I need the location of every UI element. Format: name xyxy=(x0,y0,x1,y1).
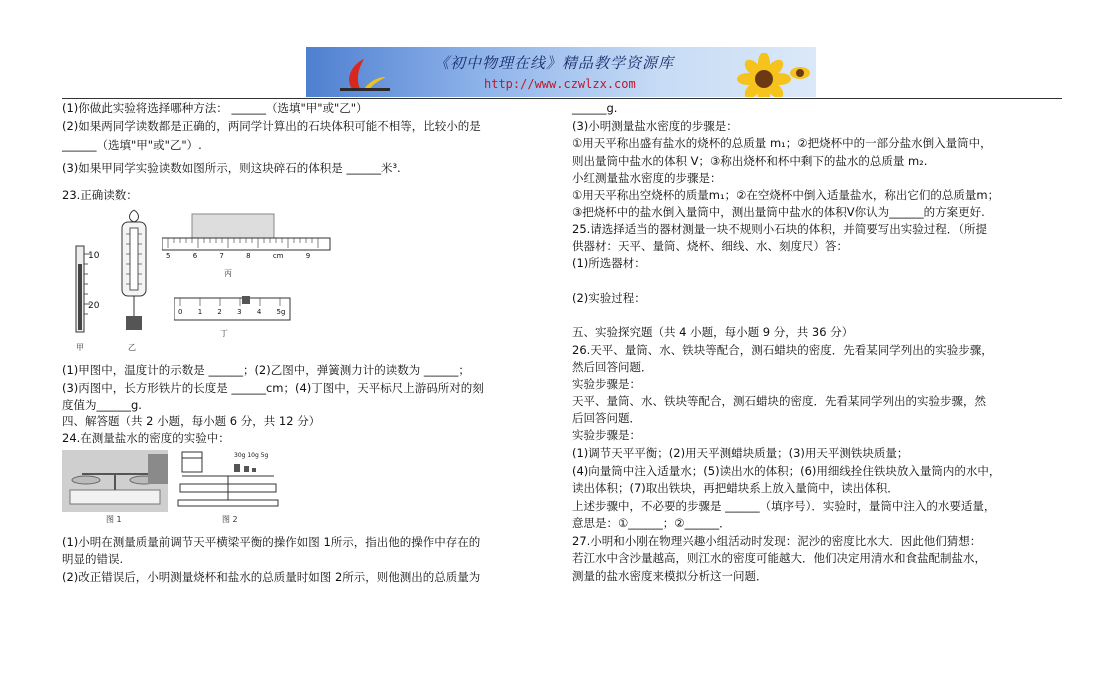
section-4-title: 四、解答题（共 2 小题，每小题 6 分，共 12 分） xyxy=(62,414,321,428)
q24-part3-title: (3)小明测量盐水密度的步骤是： xyxy=(572,119,738,133)
ruler-label-8: 8 xyxy=(246,252,251,260)
q26-question: 上述步骤中，不必要的步骤是 ______（填序号）．实验时，量筒中注入的水要适量， xyxy=(572,499,996,513)
q24-xiaohong-title: 小红测量盐水密度的步骤是： xyxy=(572,171,722,185)
ruler-label-5: 5 xyxy=(166,252,171,260)
caption-ding: 丁 xyxy=(220,329,228,338)
q24-title: 24.在测量盐水的密度的实验中： xyxy=(62,431,230,445)
q26-repeat-1: 天平、量筒、水、铁块等配合，测石蜡块的密度．先看某同学列出的实验步骤，然 xyxy=(572,394,986,408)
q23-title: 23.正确读数： xyxy=(62,188,138,202)
section-5-title: 五、实验探究题（共 4 小题，每小题 9 分，共 36 分） xyxy=(572,325,854,339)
caption-fig2: 图 2 xyxy=(222,515,238,524)
q22-part1: (1)你做此实验将选择哪种方法： ______（选填"甲"或"乙"） xyxy=(62,101,368,115)
q23-answer-1: (1)甲图中，温度计的示数是 ______；(2)乙图中，弹簧测力计的读数为 ______； xyxy=(62,363,470,377)
balance-photo-icon xyxy=(62,450,168,512)
caption-fig1: 图 1 xyxy=(106,515,122,524)
ruler-label-6: 6 xyxy=(192,252,198,260)
balance-label-2: 2 xyxy=(217,308,222,316)
balance-label-1: 1 xyxy=(197,308,203,316)
caption-jia: 甲 xyxy=(76,343,84,352)
q24-step-xiaoming-1: ①用天平称出盛有盐水的烧杯的总质量 m₁；②把烧杯中的一部分盐水倒入量筒中， xyxy=(572,136,992,150)
thermometer-label-10: 10 xyxy=(88,251,100,261)
q23-answer-3: 度值为______g. xyxy=(62,398,142,412)
q25-part2: (2)实验过程： xyxy=(572,291,646,305)
banner-title: 《初中物理在线》精品教学资源库 xyxy=(434,54,675,72)
weights-label: 30g 10g 5g xyxy=(234,452,269,459)
q26-steps-2: (4)向量筒中注入适量水；(5)读出水的体积；(6)用细线拴住铁块放入量筒内的水中， xyxy=(572,464,1001,478)
q25-materials: 供器材：天平、量筒、烧杯、细线、水、刻度尺）答： xyxy=(572,239,848,253)
q24-step-xiaohong-1: ①用天平称出空烧杯的质量m₁；②在空烧杯中倒入适量盐水，称出它们的总质量m； xyxy=(572,188,1000,202)
q24-part2: (2)改正错误后，小明测量烧杯和盐水的总质量时如图 2所示，则他测出的总质量为 xyxy=(62,570,481,584)
q24-figures xyxy=(62,450,292,528)
sunflower-icon xyxy=(724,53,814,97)
q27-title: 27.小明和小刚在物理兴趣小组活动时发现：泥沙的密度比水大．因此他们猜想： xyxy=(572,534,982,548)
q24-step-xiaoming-2: 则出量筒中盐水的体积 V；③称出烧杯和杯中剩下的盐水的总质量 m₂. xyxy=(572,154,928,168)
q24-part2-answer: ______g. xyxy=(572,101,618,115)
q26-question-cont: 意思是：①______；②______． xyxy=(572,516,731,530)
q24-part1: (1)小明在测量质量前调节天平横梁平衡的操作如图 1所示，指出他的操作中存在的 xyxy=(62,535,481,549)
q23-figures xyxy=(62,208,362,356)
header-banner xyxy=(306,47,816,97)
q23-answer-2: (3)丙图中，长方形铁片的长度是 ______cm；(4)丁图中，天平标尺上游码所对的刻 xyxy=(62,381,484,395)
q24-step-xiaohong-2: ③把烧杯中的盐水倒入量筒中，测出量筒中盐水的体积V你认为______的方案更好. xyxy=(572,205,985,219)
q27-line2: 若江水中含沙量越高，则江水的密度可能越大．他们决定用清水和食盐配制盐水， xyxy=(572,551,986,565)
banner-url[interactable]: http://www.czwlzx.com xyxy=(484,77,636,91)
q25-part1: (1)所选器材： xyxy=(572,256,646,270)
balance-label-4: 4 xyxy=(256,308,262,316)
q26-steps-1: (1)调节天平平衡；(2)用天平测蜡块质量；(3)用天平测铁块质量； xyxy=(572,446,909,460)
balance-tick-labels xyxy=(178,308,285,316)
q25-title: 25.请选择适当的器材测量一块不规则小石块的体积，并简要写出实验过程．（所提 xyxy=(572,222,988,236)
spring-scale-icon xyxy=(114,208,154,348)
ruler-tick-labels xyxy=(166,252,310,260)
q26-title-cont: 然后回答问题． xyxy=(572,360,653,374)
q27-line3: 测量的盐水密度来模拟分析这一问题． xyxy=(572,569,768,583)
q22-part2-cont: ______（选填"甲"或"乙"）. xyxy=(62,138,202,152)
q24-part1-cont: 明显的错误. xyxy=(62,552,124,566)
header-rule xyxy=(62,98,1062,99)
q26-steps-label-2: 实验步骤是： xyxy=(572,428,641,442)
q26-title: 26.天平、量筒、水、铁块等配合，测石蜡块的密度．先看某同学列出的实验步骤， xyxy=(572,343,993,357)
balance-label-0: 0 xyxy=(178,308,183,316)
q22-part3: (3)如果甲同学实验读数如图所示，则这块碎石的体积是 ______米³. xyxy=(62,161,401,175)
logo-icon xyxy=(334,55,394,93)
q26-steps-label: 实验步骤是： xyxy=(572,377,641,391)
balance-diagram-icon xyxy=(176,450,280,512)
ruler-label-7: 7 xyxy=(219,252,224,260)
q22-part2: (2)如果两同学读数都是正确的，两同学计算出的石块体积可能不相等，比较小的是 xyxy=(62,119,481,133)
balance-label-3: 3 xyxy=(237,308,242,316)
balance-label-5g: 5g xyxy=(276,308,286,316)
q26-steps-3: 读出体积；(7)取出铁块，再把蜡块系上放入量筒中，读出体积． xyxy=(572,481,899,495)
q26-repeat-2: 后回答问题． xyxy=(572,411,641,425)
ruler-label-9: cm 9 xyxy=(272,252,311,260)
caption-yi: 乙 xyxy=(128,343,136,352)
thermometer-label-20: 20 xyxy=(88,301,100,311)
caption-bing: 丙 xyxy=(224,269,232,278)
